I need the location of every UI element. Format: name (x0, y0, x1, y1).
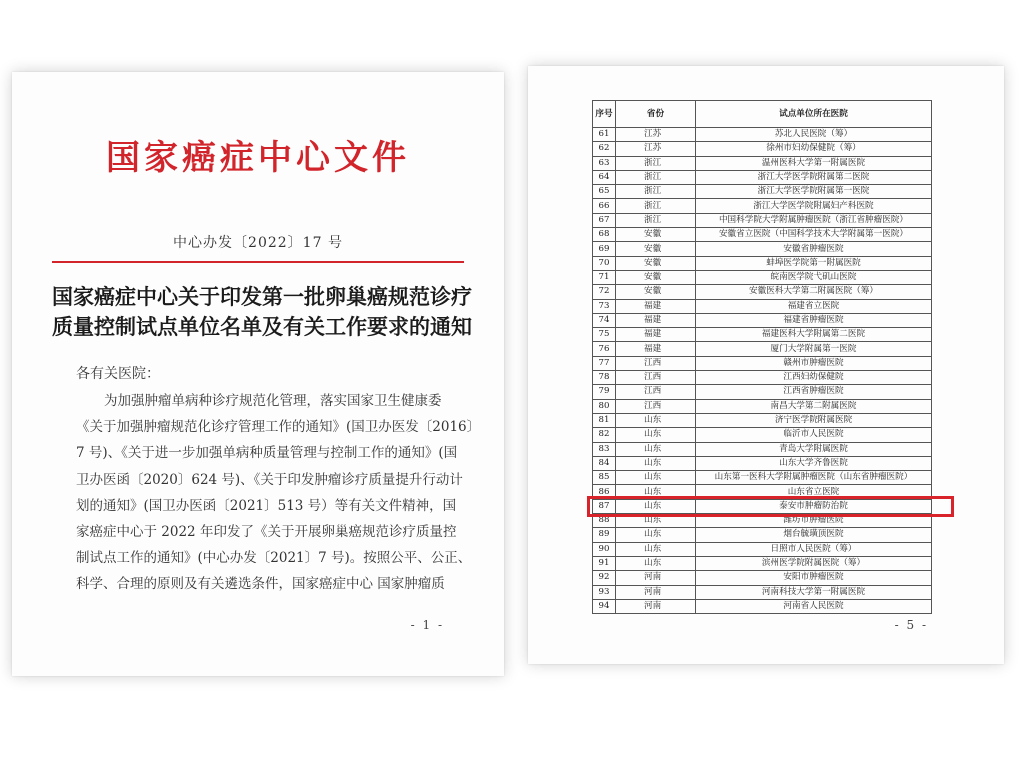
row-province: 江苏 (616, 128, 696, 142)
hospital-list-table (592, 100, 932, 614)
table-row (593, 599, 932, 613)
page-number: - 5 - (894, 618, 928, 632)
document-number: 中心办发〔2022〕17 号 (173, 235, 343, 251)
document-header: 国家癌症中心文件 (106, 138, 410, 178)
row-hospital: 徐州市妇幼保健院（筹） (696, 142, 932, 156)
body-line: 7 号)、《关于进一步加强单病种质量管理与控制工作的通知》(国 (76, 445, 458, 462)
row-hospital: 河南科技大学第一附属医院 (696, 585, 932, 599)
row-province: 福建 (616, 328, 696, 342)
table-row (593, 299, 932, 313)
row-province: 安徽 (616, 270, 696, 284)
row-province: 福建 (616, 313, 696, 327)
row-hospital: 烟台毓璜顶医院 (696, 528, 932, 542)
row-number: 89 (593, 528, 616, 542)
row-province: 浙江 (616, 156, 696, 170)
row-number: 76 (593, 342, 616, 356)
row-province: 江苏 (616, 142, 696, 156)
row-hospital: 山东大学齐鲁医院 (696, 456, 932, 470)
row-hospital: 安阳市肿瘤医院 (696, 571, 932, 585)
row-hospital: 江西妇幼保健院 (696, 371, 932, 385)
table-row (593, 528, 932, 542)
header-no: 序号 (593, 101, 616, 128)
row-hospital: 山东第一医科大学附属肿瘤医院（山东省肿瘤医院） (696, 471, 932, 485)
row-number: 71 (593, 270, 616, 284)
row-number: 67 (593, 213, 616, 227)
row-number: 79 (593, 385, 616, 399)
row-province: 山东 (616, 514, 696, 528)
body-line: 划的通知》(国卫办医函〔2021〕513 号）等有关文件精神，国 (76, 497, 457, 514)
table-row (593, 371, 932, 385)
row-province: 福建 (616, 299, 696, 313)
document-title (50, 282, 474, 342)
row-province: 河南 (616, 571, 696, 585)
row-hospital: 安徽省肿瘤医院 (696, 242, 932, 256)
row-province: 江西 (616, 385, 696, 399)
row-number: 73 (593, 299, 616, 313)
table-row (593, 242, 932, 256)
row-province: 山东 (616, 542, 696, 556)
row-number: 83 (593, 442, 616, 456)
body-line: 家癌症中心于 2022 年印发了《关于开展卵巢癌规范诊疗质量控 (76, 524, 457, 541)
row-number: 65 (593, 185, 616, 199)
header-province: 省份 (616, 101, 696, 128)
table-header-row (593, 101, 932, 128)
row-number: 75 (593, 328, 616, 342)
row-number: 93 (593, 585, 616, 599)
row-number: 87 (593, 499, 616, 513)
row-number: 70 (593, 256, 616, 270)
row-number: 78 (593, 371, 616, 385)
row-hospital: 安徽医科大学第二附属医院（筹） (696, 285, 932, 299)
row-hospital: 赣州市肿瘤医院 (696, 356, 932, 370)
table-row (593, 542, 932, 556)
body-line: 科学、合理的原则及有关遴选条件，国家癌症中心 国家肿瘤质 (76, 576, 445, 593)
table-row (593, 399, 932, 413)
row-province: 浙江 (616, 199, 696, 213)
row-number: 62 (593, 142, 616, 156)
table-row (593, 142, 932, 156)
table-body (593, 128, 932, 614)
row-number: 94 (593, 599, 616, 613)
row-hospital: 中国科学院大学附属肿瘤医院（浙江省肿瘤医院） (696, 213, 932, 227)
row-hospital: 江西省肿瘤医院 (696, 385, 932, 399)
table-row (593, 471, 932, 485)
row-hospital: 济宁医学院附属医院 (696, 413, 932, 427)
table-row (593, 199, 932, 213)
row-province: 浙江 (616, 213, 696, 227)
row-hospital: 青岛大学附属医院 (696, 442, 932, 456)
row-hospital: 临沂市人民医院 (696, 428, 932, 442)
table-row (593, 285, 932, 299)
row-hospital: 浙江大学医学院附属第一医院 (696, 185, 932, 199)
body-text (76, 388, 481, 598)
table-row (593, 256, 932, 270)
row-hospital: 山东省立医院 (696, 485, 932, 499)
row-hospital: 河南省人民医院 (696, 599, 932, 613)
row-province: 江西 (616, 371, 696, 385)
row-number: 64 (593, 170, 616, 184)
row-hospital: 温州医科大学第一附属医院 (696, 156, 932, 170)
row-hospital: 日照市人民医院（筹） (696, 542, 932, 556)
table-row (593, 442, 932, 456)
table-row (593, 413, 932, 427)
table-row (593, 428, 932, 442)
table-row (593, 170, 932, 184)
table-row (593, 270, 932, 284)
title-line: 质量控制试点单位名单及有关工作要求的通知 (52, 314, 472, 339)
row-province: 江西 (616, 399, 696, 413)
row-number: 77 (593, 356, 616, 370)
row-hospital: 泰安市肿瘤防治院 (696, 499, 932, 513)
table-row (593, 213, 932, 227)
row-number: 61 (593, 128, 616, 142)
row-province: 安徽 (616, 242, 696, 256)
table-row (593, 556, 932, 570)
row-province: 浙江 (616, 185, 696, 199)
highlight-box (587, 496, 954, 516)
row-hospital: 安徽省立医院（中国科学技术大学附属第一医院） (696, 228, 932, 242)
right-document-page (528, 66, 1004, 664)
body-line: 《关于加强肿瘤规范化诊疗管理工作的通知》(国卫办医发〔2016〕 (76, 419, 481, 436)
row-hospital: 浙江大学医学院附属第二医院 (696, 170, 932, 184)
table-row (593, 571, 932, 585)
row-number: 90 (593, 542, 616, 556)
row-number: 72 (593, 285, 616, 299)
row-number: 69 (593, 242, 616, 256)
row-hospital: 福建省立医院 (696, 299, 932, 313)
table-row (593, 328, 932, 342)
row-number: 74 (593, 313, 616, 327)
left-document-page (12, 72, 504, 676)
row-province: 山东 (616, 413, 696, 427)
row-province: 福建 (616, 342, 696, 356)
row-hospital: 苏北人民医院（筹） (696, 128, 932, 142)
row-hospital: 福建医科大学附属第二医院 (696, 328, 932, 342)
row-province: 山东 (616, 456, 696, 470)
table-row (593, 585, 932, 599)
table-row (593, 185, 932, 199)
row-number: 82 (593, 428, 616, 442)
row-province: 山东 (616, 471, 696, 485)
row-number: 68 (593, 228, 616, 242)
row-province: 山东 (616, 485, 696, 499)
table-row (593, 342, 932, 356)
row-province: 山东 (616, 442, 696, 456)
row-number: 86 (593, 485, 616, 499)
row-number: 92 (593, 571, 616, 585)
row-hospital: 浙江大学医学院附属妇产科医院 (696, 199, 932, 213)
row-province: 河南 (616, 599, 696, 613)
row-hospital: 南昌大学第二附属医院 (696, 399, 932, 413)
row-province: 山东 (616, 556, 696, 570)
row-hospital: 厦门大学附属第一医院 (696, 342, 932, 356)
greeting: 各有关医院： (76, 366, 160, 382)
row-province: 山东 (616, 528, 696, 542)
row-number: 85 (593, 471, 616, 485)
table-row (593, 313, 932, 327)
row-province: 山东 (616, 428, 696, 442)
page-number: - 1 - (410, 618, 444, 632)
table-row (593, 385, 932, 399)
body-line: 为加强肿瘤单病种诊疗规范化管理，落实国家卫生健康委 (104, 393, 442, 409)
body-line: 卫办医函〔2020〕624 号)、《关于印发肿瘤诊疗质量提升行动计 (76, 471, 463, 488)
row-hospital: 福建省肿瘤医院 (696, 313, 932, 327)
row-province: 山东 (616, 499, 696, 513)
table-row (593, 356, 932, 370)
row-province: 安徽 (616, 285, 696, 299)
row-number: 81 (593, 413, 616, 427)
row-province: 河南 (616, 585, 696, 599)
row-number: 84 (593, 456, 616, 470)
table-row (593, 128, 932, 142)
row-province: 江西 (616, 356, 696, 370)
row-hospital: 滨州医学院附属医院（筹） (696, 556, 932, 570)
row-number: 91 (593, 556, 616, 570)
table-row (593, 456, 932, 470)
body-line: 制试点工作的通知》(中心办发〔2021〕7 号)。按照公平、公正、 (76, 550, 472, 567)
row-hospital: 蚌埠医学院第一附属医院 (696, 256, 932, 270)
row-number: 80 (593, 399, 616, 413)
red-divider-line (52, 261, 464, 263)
row-hospital: 皖南医学院弋矶山医院 (696, 270, 932, 284)
row-number: 63 (593, 156, 616, 170)
table-row (593, 156, 932, 170)
row-hospital: 潍坊市肿瘤医院 (696, 514, 932, 528)
row-province: 安徽 (616, 256, 696, 270)
header-hospital: 试点单位所在医院 (696, 101, 932, 128)
row-number: 88 (593, 514, 616, 528)
row-province: 浙江 (616, 170, 696, 184)
title-line: 国家癌症中心关于印发第一批卵巢癌规范诊疗 (52, 284, 472, 309)
row-province: 安徽 (616, 228, 696, 242)
row-number: 66 (593, 199, 616, 213)
table-row (593, 228, 932, 242)
